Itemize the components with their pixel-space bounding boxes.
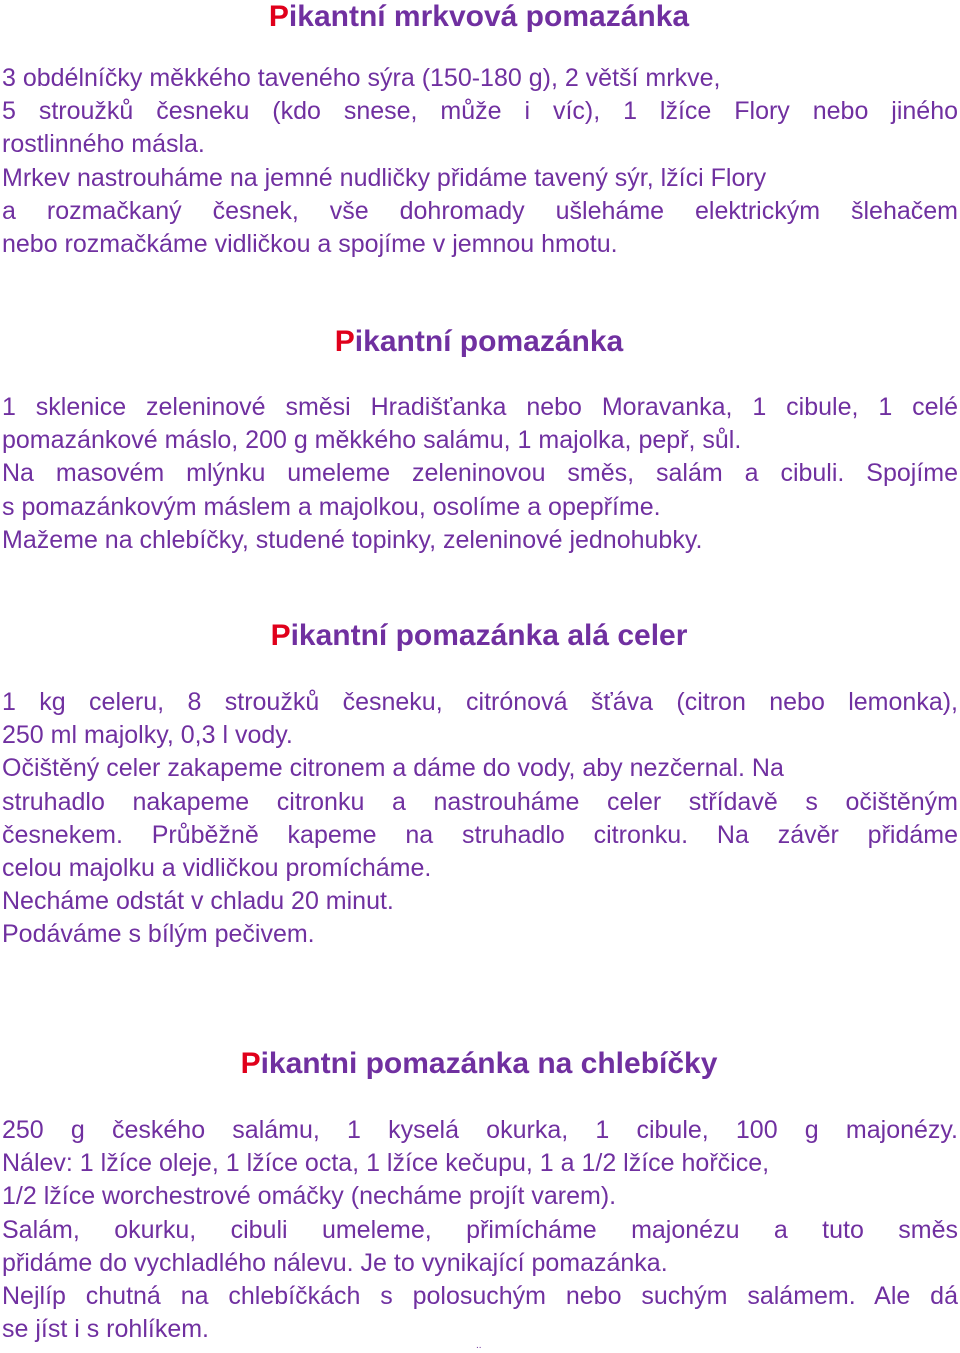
title-initial: P (334, 325, 355, 358)
recipe-line: a rozmačkaný česnek, vše dohromady ušleháme elektrickým šlehačem (2, 196, 958, 225)
recipe-line: Nálev: 1 lžíce oleje, 1 lžíce octa, 1 lžíce kečupu, 1 a 1/2 lžíce hořčice, (2, 1149, 770, 1178)
recipe-line: 1 kg celeru, 8 stroužků česneku, citrónová šťáva (citron nebo lemonka), (2, 688, 958, 716)
recipe-line: 1 sklenice zeleninové směsi Hradišťanka nebo Moravanka, 1 cibule, 1 celé (2, 393, 958, 421)
recipe-line: 1/2 lžíce worchestrové omáčky (necháme projít varem). (2, 1182, 617, 1211)
recipe-line: Mrkev nastrouháme na jemné nudličky přidáme tavený sýr, lžíci Flory (2, 163, 767, 192)
recipe-line: Očištěný celer zakapeme citronem a dáme do vody, aby nezčernal. Na (2, 754, 784, 783)
recipe-line: struhadlo nakapeme citronku a nastrouháme celer střídavě s očištěným (2, 787, 958, 816)
recipe-line: nebo rozmačkáme vidličkou a spojíme v jemnou hmotu. (2, 230, 618, 259)
recipe-body (2, 391, 958, 557)
footer-mark: .. (476, 1340, 482, 1351)
title-text: ikantní pomazánka (354, 325, 624, 358)
title-initial: P (270, 619, 291, 652)
section-title (0, 0, 958, 34)
recipe-line: 5 stroužků česneku (kdo snese, může i víc), 1 lžíce Flory nebo jiného (2, 97, 958, 126)
recipe-line: přidáme do vychladlého nálevu. Je to vynikající pomazánka. (2, 1248, 668, 1277)
recipe-line: rostlinného másla. (2, 130, 205, 159)
recipe-line: se jíst i s rohlíkem. (2, 1315, 209, 1344)
title-initial: P (268, 0, 289, 33)
recipe-body (2, 686, 958, 952)
recipe-line: Nejlíp chutná na chlebíčkách s polosuchým nebo suchým salámem. Ale dá (2, 1282, 958, 1311)
title-initial: P (240, 1047, 261, 1080)
section-title (0, 1047, 958, 1081)
recipe-line: Podáváme s bílým pečivem. (2, 920, 315, 949)
recipe-line: celou majolku a vidličkou promícháme. (2, 854, 432, 883)
recipe-line: 250 g českého salámu, 1 kyselá okurka, 1 cibule, 100 g majonézy. (2, 1116, 958, 1144)
recipe-line: Salám, okurku, cibuli umeleme, přimícháme majonézu a tuto směs (2, 1215, 958, 1244)
recipe-line: 250 ml majolky, 0,3 l vody. (2, 721, 293, 750)
title-text: ikantní pomazánka alá celer (290, 619, 688, 652)
recipe-line: s pomazánkovým máslem a majolkou, osolíme a opepříme. (2, 492, 661, 521)
recipe-line: pomazánkové máslo, 200 g měkkého salámu, 1 majolka, pepř, sůl. (2, 426, 742, 455)
recipe-body (2, 1114, 958, 1346)
recipe-line: česnekem. Průběžně kapeme na struhadlo citronku. Na závěr přidáme (2, 820, 958, 849)
recipe-line: 3 obdélníčky měkkého taveného sýra (150-180 g), 2 větší mrkve, (2, 64, 721, 92)
section-title (0, 325, 958, 359)
section-title (0, 619, 958, 653)
title-text: ikantni pomazánka na chlebíčky (260, 1047, 718, 1080)
recipe-body (2, 62, 958, 261)
recipe-line: Na masovém mlýnku umeleme zeleninovou směs, salám a cibuli. Spojíme (2, 459, 958, 488)
recipe-line: Necháme odstát v chladu 20 minut. (2, 887, 394, 916)
recipe-line: Mažeme na chlebíčky, studené topinky, zeleninové jednohubky. (2, 525, 703, 554)
title-text: ikantní mrkvová pomazánka (288, 0, 690, 33)
